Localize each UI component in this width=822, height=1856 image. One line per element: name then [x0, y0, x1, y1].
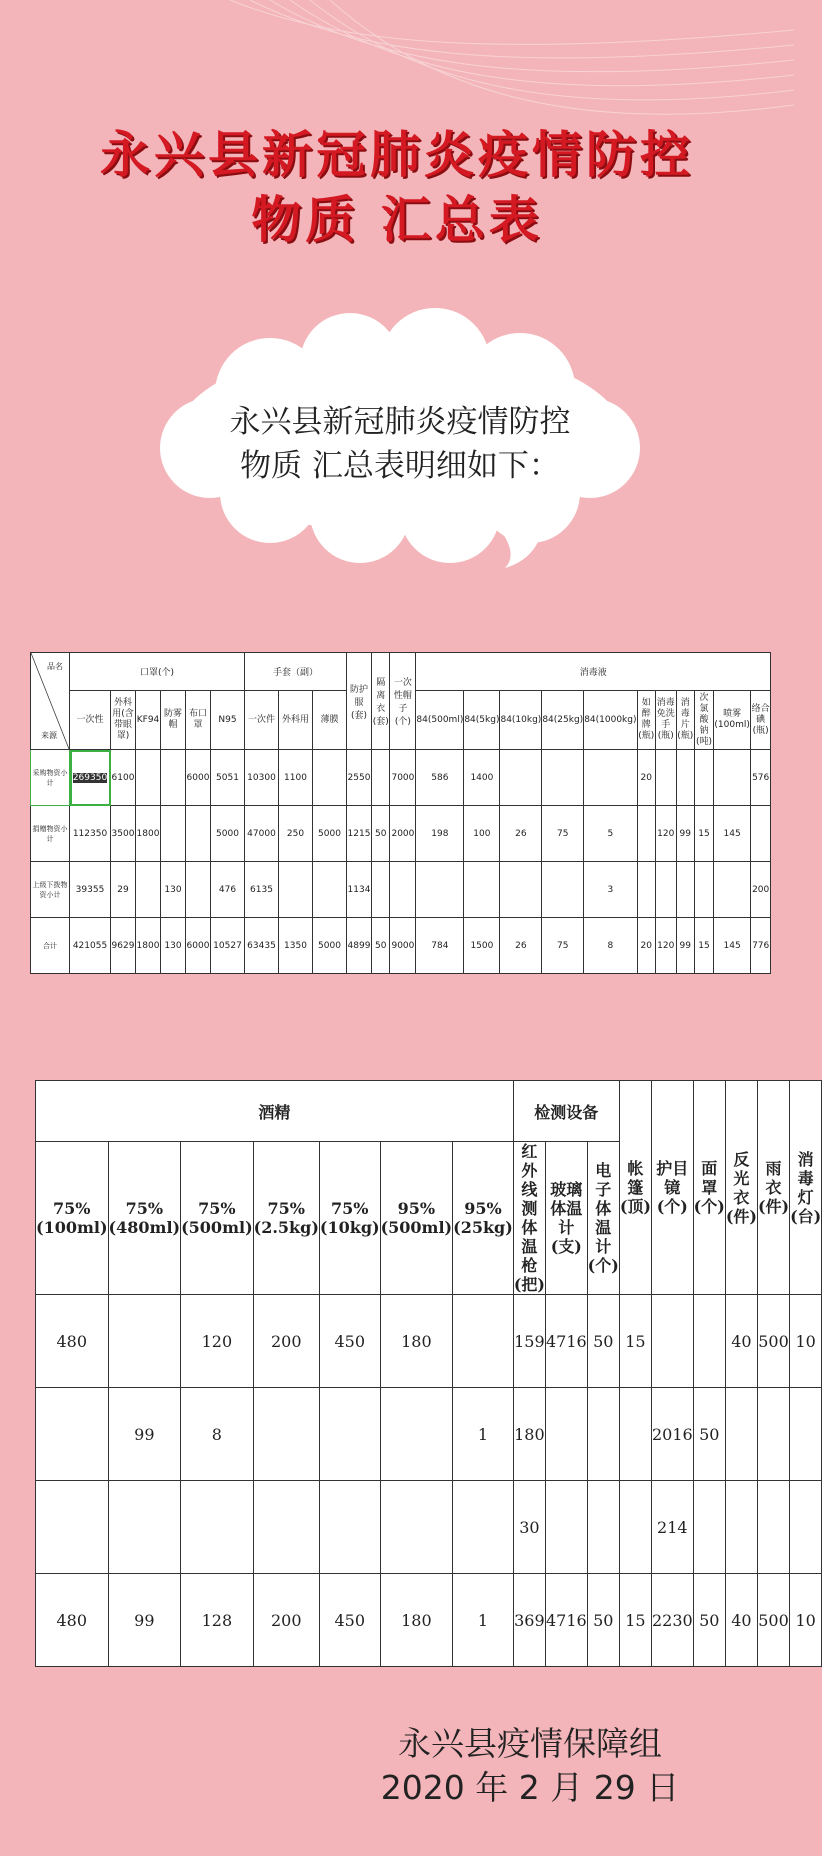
col-header: 电子体温计(个) — [587, 1142, 619, 1295]
table-cell[interactable]: 50 — [371, 918, 389, 974]
table-cell[interactable] — [651, 1295, 693, 1388]
table-cell[interactable] — [619, 1481, 651, 1574]
table-cell[interactable]: 15 — [694, 918, 713, 974]
table-cell[interactable] — [181, 1481, 254, 1574]
table-cell[interactable] — [319, 1388, 380, 1481]
table-cell[interactable] — [186, 806, 211, 862]
col-header: 95%(25kg) — [453, 1142, 514, 1295]
corner-bottom: 来源 — [41, 731, 57, 740]
table-cell[interactable] — [319, 1481, 380, 1574]
table-cell[interactable] — [500, 862, 542, 918]
table-cell[interactable] — [655, 750, 676, 806]
table-cell[interactable]: 476 — [211, 862, 245, 918]
table-cell[interactable] — [161, 750, 186, 806]
col-header: 次氯酸钠(吨) — [694, 691, 713, 750]
table-cell[interactable]: 1350 — [279, 918, 313, 974]
table-cell[interactable] — [313, 862, 347, 918]
table-cell[interactable]: 1 — [453, 1388, 514, 1481]
table-cell[interactable]: 4716 — [545, 1295, 587, 1388]
table-cell[interactable]: 1215 — [347, 806, 372, 862]
table-cell[interactable] — [416, 862, 464, 918]
table-cell[interactable]: 586 — [416, 750, 464, 806]
table-cell[interactable]: 120 — [655, 806, 676, 862]
table-cell[interactable]: 198 — [416, 806, 464, 862]
table-cell[interactable]: 145 — [713, 918, 750, 974]
table-cell[interactable]: 10 — [790, 1574, 822, 1667]
table-row — [36, 1388, 822, 1481]
table-cell[interactable]: 9000 — [390, 918, 416, 974]
col-header: 外科用(含带眼罩) — [111, 691, 136, 750]
table-cell[interactable] — [464, 862, 500, 918]
col-header: 隔离衣(套) — [371, 653, 389, 750]
table-cell[interactable] — [380, 1388, 453, 1481]
footer-date: 2020 年 2 月 29 日 — [380, 1768, 680, 1807]
table1-body — [31, 750, 771, 974]
col-header: 防护服(套) — [347, 653, 372, 750]
table-cell[interactable] — [453, 1295, 514, 1388]
table-cell[interactable]: 6000 — [186, 750, 211, 806]
table-cell[interactable] — [637, 862, 655, 918]
table-cell[interactable]: 200 — [253, 1574, 319, 1667]
table-cell[interactable] — [161, 806, 186, 862]
col-header: 75%(480ml) — [108, 1142, 181, 1295]
table-cell[interactable] — [542, 750, 584, 806]
table-cell[interactable]: 2000 — [390, 806, 416, 862]
table-cell[interactable] — [584, 750, 637, 806]
table-cell[interactable] — [371, 750, 389, 806]
table-cell[interactable]: 63435 — [245, 918, 279, 974]
group-disinfectant: 消毒液 — [416, 653, 771, 691]
table-cell[interactable] — [136, 862, 161, 918]
bubble-line2: 物质 汇总表明细如下： — [240, 448, 560, 484]
col-header: KF94 — [136, 691, 161, 750]
table-cell[interactable]: 75 — [542, 806, 584, 862]
table-cell[interactable] — [655, 862, 676, 918]
table-cell[interactable] — [693, 1481, 725, 1574]
table-cell[interactable] — [108, 1481, 181, 1574]
col-header: 84(10kg) — [500, 691, 542, 750]
table-cell[interactable]: 8 — [584, 918, 637, 974]
col-header: 一次性帽子(个) — [390, 653, 416, 750]
col-header: N95 — [211, 691, 245, 750]
table-cell[interactable] — [676, 862, 694, 918]
col-header: 消毒灯(台) — [790, 1081, 822, 1295]
table-cell[interactable]: 40 — [725, 1295, 757, 1388]
col-header: 红外线测体温枪(把) — [513, 1142, 545, 1294]
col-header: 薄膜 — [313, 691, 347, 750]
col-header: 75%(2.5kg) — [253, 1142, 319, 1295]
table-cell[interactable]: 145 — [713, 806, 750, 862]
table-cell[interactable]: 159 — [513, 1295, 545, 1388]
table-cell[interactable]: 75 — [542, 918, 584, 974]
table-cell[interactable]: 500 — [757, 1295, 789, 1388]
table-cell[interactable]: 5000 — [313, 806, 347, 862]
table-cell[interactable]: 120 — [181, 1295, 254, 1388]
group-masks: 口罩(个) — [70, 653, 245, 691]
col-header: 布口罩 — [186, 691, 211, 750]
col-header: 75%(100ml) — [36, 1142, 109, 1295]
table-cell[interactable]: 20 — [637, 750, 655, 806]
table-cell[interactable]: 1100 — [279, 750, 313, 806]
col-header: 反光衣(件) — [725, 1081, 757, 1295]
table-row — [31, 750, 771, 806]
table-cell[interactable]: 99 — [676, 918, 694, 974]
table-cell[interactable]: 8 — [181, 1388, 254, 1481]
table-cell[interactable]: 47000 — [245, 806, 279, 862]
corner-cell — [31, 653, 70, 750]
table-cell[interactable]: 500 — [757, 1574, 789, 1667]
table-cell[interactable]: 2016 — [651, 1388, 693, 1481]
table-cell[interactable]: 10 — [790, 1295, 822, 1388]
group-alcohol: 酒精 — [36, 1081, 514, 1142]
page-subtitle: 物质 汇总表 — [251, 191, 543, 249]
table-cell[interactable]: 480 — [36, 1574, 109, 1667]
table-cell[interactable]: 39355 — [70, 862, 111, 918]
table-cell[interactable]: 7000 — [390, 750, 416, 806]
table-cell[interactable]: 10300 — [245, 750, 279, 806]
summary-table-1 — [30, 652, 771, 974]
table-cell[interactable]: 576 — [751, 750, 771, 806]
col-header: 一次性 — [70, 691, 111, 750]
col-header: 护目镜(个) — [651, 1081, 693, 1295]
table-cell[interactable] — [253, 1388, 319, 1481]
table-cell[interactable] — [790, 1388, 822, 1481]
table-cell[interactable]: 214 — [651, 1481, 693, 1574]
table-cell[interactable] — [186, 862, 211, 918]
table-cell[interactable] — [713, 862, 750, 918]
table-cell[interactable]: 9629 — [111, 918, 136, 974]
row-label: 上级下拨物资小计 — [31, 862, 70, 918]
table-row — [31, 862, 771, 918]
table-cell[interactable]: 369 — [513, 1574, 545, 1667]
selected-cell-value: 269350 — [72, 772, 108, 783]
col-header: 95%(500ml) — [380, 1142, 453, 1295]
col-header: 一次件 — [245, 691, 279, 750]
table-cell[interactable]: 776 — [751, 918, 771, 974]
table-cell[interactable]: 128 — [181, 1574, 254, 1667]
table-cell[interactable]: 5000 — [211, 806, 245, 862]
table-cell[interactable]: 2550 — [347, 750, 372, 806]
group-detection: 检测设备 — [513, 1081, 619, 1142]
table-cell[interactable]: 29 — [111, 862, 136, 918]
table-cell[interactable]: 1 — [453, 1574, 514, 1667]
col-header: 如醉牌(瓶) — [637, 691, 655, 750]
table-row — [36, 1574, 822, 1667]
table-row — [36, 1481, 822, 1574]
table-cell[interactable] — [545, 1388, 587, 1481]
page-title: 永兴县新冠肺炎疫情防控 — [100, 126, 694, 184]
table-cell[interactable]: 450 — [319, 1295, 380, 1388]
table-cell[interactable] — [136, 750, 161, 806]
table-cell[interactable]: 250 — [279, 806, 313, 862]
table2-body — [36, 1295, 822, 1667]
col-header: 消毒免洗手(瓶) — [655, 691, 676, 750]
table-cell[interactable]: 26 — [500, 806, 542, 862]
table-cell[interactable]: 50 — [371, 806, 389, 862]
table-cell[interactable] — [542, 862, 584, 918]
table-cell[interactable] — [694, 750, 713, 806]
table-cell[interactable]: 4899 — [347, 918, 372, 974]
footer-org: 永兴县疫情保障组 — [398, 1724, 662, 1763]
table-cell[interactable] — [725, 1481, 757, 1574]
table-cell[interactable]: 180 — [380, 1574, 453, 1667]
bubble-text — [165, 400, 635, 488]
table-cell[interactable]: 50 — [587, 1574, 619, 1667]
table-cell[interactable] — [500, 750, 542, 806]
col-header: 84(5kg) — [464, 691, 500, 750]
table-cell[interactable]: 1134 — [347, 862, 372, 918]
col-header: 75%(10kg) — [319, 1142, 380, 1295]
table-cell[interactable]: 5 — [584, 806, 637, 862]
table-cell[interactable] — [725, 1388, 757, 1481]
table-cell[interactable] — [253, 1481, 319, 1574]
col-header: 84(1000kg) — [584, 691, 637, 750]
table-cell[interactable]: 1500 — [464, 918, 500, 974]
row-label: 合计 — [31, 918, 70, 974]
group-gloves: 手套（副） — [245, 653, 347, 691]
table-cell[interactable] — [108, 1295, 181, 1388]
table-cell[interactable]: 112350 — [70, 806, 111, 862]
col-header: 外科用 — [279, 691, 313, 750]
table-cell[interactable]: 5051 — [211, 750, 245, 806]
table-cell[interactable] — [453, 1481, 514, 1574]
col-header: 84(25kg) — [542, 691, 584, 750]
table-cell[interactable]: 180 — [380, 1295, 453, 1388]
col-header: 消毒片(瓶) — [676, 691, 694, 750]
table-cell[interactable]: 784 — [416, 918, 464, 974]
table-cell[interactable]: 5000 — [313, 918, 347, 974]
table-cell[interactable]: 99 — [108, 1388, 181, 1481]
table-cell[interactable]: 50 — [693, 1574, 725, 1667]
table-cell[interactable] — [545, 1481, 587, 1574]
corner-top: 品名 — [47, 662, 63, 671]
table-cell[interactable] — [694, 862, 713, 918]
table-cell[interactable] — [751, 806, 771, 862]
table-row — [31, 918, 771, 974]
table-cell[interactable] — [587, 1388, 619, 1481]
table-cell[interactable]: 15 — [619, 1574, 651, 1667]
table-cell[interactable] — [390, 862, 416, 918]
table-cell[interactable] — [637, 806, 655, 862]
table-cell[interactable]: 6135 — [245, 862, 279, 918]
table-cell[interactable]: 15 — [619, 1295, 651, 1388]
col-header: 防雾帽 — [161, 691, 186, 750]
table-cell[interactable]: 50 — [693, 1388, 725, 1481]
table-cell[interactable]: 200 — [751, 862, 771, 918]
bubble-line1: 永兴县新冠肺炎疫情防控 — [229, 404, 571, 440]
table-cell[interactable] — [790, 1481, 822, 1574]
table-cell[interactable] — [757, 1481, 789, 1574]
table-cell[interactable]: 30 — [513, 1481, 545, 1574]
table-cell[interactable]: 6000 — [186, 918, 211, 974]
table-cell[interactable]: 480 — [36, 1295, 109, 1388]
table-cell[interactable]: 99 — [676, 806, 694, 862]
table-cell[interactable] — [371, 862, 389, 918]
row-label: 捐赠物资小计 — [31, 806, 70, 862]
table-cell[interactable] — [380, 1481, 453, 1574]
table-row — [31, 806, 771, 862]
table-cell[interactable]: 1800 — [136, 806, 161, 862]
table-cell[interactable]: 6100 — [111, 750, 136, 806]
table-cell[interactable]: 20 — [637, 918, 655, 974]
table-cell[interactable] — [587, 1481, 619, 1574]
table-cell[interactable]: 120 — [655, 918, 676, 974]
col-header: 84(500ml) — [416, 691, 464, 750]
col-header: 络合碘(瓶) — [751, 691, 771, 750]
table-cell[interactable]: 1800 — [136, 918, 161, 974]
table-cell[interactable] — [313, 750, 347, 806]
table-cell[interactable]: 2230 — [651, 1574, 693, 1667]
table-cell[interactable]: 421055 — [70, 918, 111, 974]
col-header: 喷雾(100ml) — [713, 691, 750, 750]
table-cell[interactable]: 50 — [587, 1295, 619, 1388]
col-header: 75%(500ml) — [181, 1142, 254, 1295]
table-cell[interactable] — [279, 862, 313, 918]
table-cell[interactable]: 450 — [319, 1574, 380, 1667]
table-cell[interactable]: 99 — [108, 1574, 181, 1667]
table-cell[interactable] — [36, 1388, 109, 1481]
table-cell[interactable]: 130 — [161, 862, 186, 918]
table-cell[interactable] — [676, 750, 694, 806]
table-cell[interactable] — [70, 750, 111, 806]
table-cell[interactable] — [757, 1388, 789, 1481]
table-cell[interactable] — [619, 1388, 651, 1481]
table-cell[interactable]: 100 — [464, 806, 500, 862]
table-cell[interactable]: 15 — [694, 806, 713, 862]
table-cell[interactable]: 26 — [500, 918, 542, 974]
table-cell[interactable]: 130 — [161, 918, 186, 974]
table-cell[interactable]: 3500 — [111, 806, 136, 862]
table-row — [36, 1295, 822, 1388]
table-cell[interactable] — [36, 1481, 109, 1574]
table-cell[interactable]: 40 — [725, 1574, 757, 1667]
row-label: 采购物资小计 — [31, 750, 70, 806]
col-header: 帐篷(顶) — [619, 1081, 651, 1295]
col-header: 玻璃体温计(支) — [545, 1142, 587, 1295]
col-header: 雨衣(件) — [757, 1081, 789, 1295]
table-cell[interactable]: 3 — [584, 862, 637, 918]
table-cell[interactable]: 10527 — [211, 918, 245, 974]
table-cell[interactable]: 4716 — [545, 1574, 587, 1667]
table-cell[interactable]: 1400 — [464, 750, 500, 806]
table-cell[interactable] — [713, 750, 750, 806]
summary-table-2 — [35, 1080, 822, 1667]
table-cell[interactable]: 180 — [513, 1388, 545, 1481]
table-cell[interactable]: 200 — [253, 1295, 319, 1388]
table-cell[interactable] — [693, 1295, 725, 1388]
col-header: 面罩(个) — [693, 1081, 725, 1295]
